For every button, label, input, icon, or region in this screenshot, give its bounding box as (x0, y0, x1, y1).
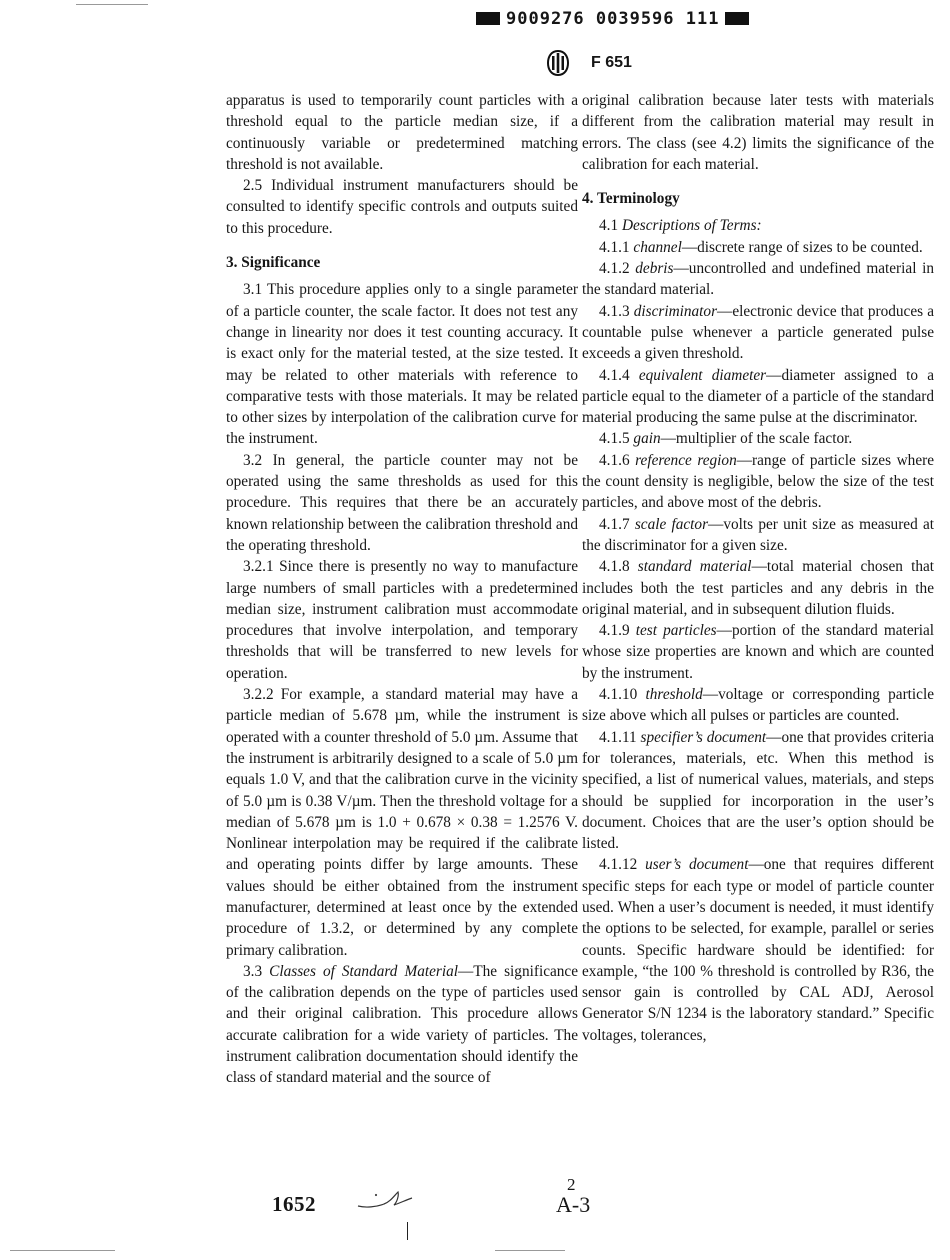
definition-term: specifier’s document (640, 728, 767, 746)
scan-artifact-rule (10, 1250, 115, 1251)
definition-number: 4.1.7 (599, 515, 630, 533)
definition-list (582, 237, 934, 1046)
paragraph-4-1 (582, 215, 934, 236)
definition-number: 4.1.4 (599, 366, 630, 384)
definition-text: —one that requires different specific steps for each type or model of particle counter used. When a user’s document is needed, it must identify the options to be selected, for example, parallel or series counts. Specific hardware should be identified: for example, “the 100 % threshold is controlled by R36, the sensor gain is controlled by CAL ADJ, Aerosol Generator S/N 1234 is the laboratory standard.” Specific voltages, tolerances, (582, 856, 935, 1044)
definition-number: 4.1.6 (599, 451, 630, 469)
definition-number: 4.1.8 (599, 558, 630, 576)
definition-text: —one that provides criteria for tolerances, materials, etc. When this method is specified, a list of numerical values, materials, and steps should be supplied for incorporation in the user’s document. Choices that are the user’s option should be listed. (582, 728, 935, 853)
definition-text: —electronic device that produces a countable pulse whenever a particle generated pulse exceeds a given threshold. (582, 302, 934, 363)
barcode-bar-left (476, 12, 500, 25)
paragraph-text: —The significance of the calibration depends on the type of particles used and their original calibration. This procedure allows accurate calibration for a wide variety of particles. The instrument calibration documentation should identify the class of standard material and the source of (226, 962, 578, 1087)
definition-4-1-4 (582, 365, 934, 429)
definition-number: 4.1.2 (599, 260, 630, 278)
definition-4-1-1 (582, 237, 934, 258)
paragraph-number: 4.1 (599, 217, 619, 235)
paragraph-3-2-2: 3.2.2 For example, a standard material may have a particle median of 5.678 µm, while the instrument is operated with a counter threshold of 5.0 µm. Assume that the instrument is arbitrarily designed to a scale of 5.0 µm equals 1.0 V, and that the calibration curve in the vicinity of 5.0 µm is 0.38 V/µm. Then the threshold voltage for a median of 5.678 µm is 1.0 + 0.678 × 0.38 = 1.2576 V. Nonlinear interpolation may be required if the calibrate and operating points differ by large amounts. These values should be either obtained from the instrument manufacturer, determined at least once by the extended procedure of 1.3.2, or determined by any complete primary calibration. (226, 686, 578, 959)
section-heading-terminology: 4. Terminology (582, 190, 680, 208)
barcode-bar-right (725, 12, 749, 25)
definition-text: —discrete range of sizes to be counted. (681, 238, 923, 256)
definition-term: reference region (635, 451, 737, 469)
definition-term: threshold (645, 686, 703, 704)
definition-text: —portion of the standard material whose size properties are known and which are counted by the instrument. (582, 622, 934, 682)
definition-text: —multiplier of the scale factor. (660, 430, 853, 448)
standard-designation: F 651 (591, 54, 632, 71)
definition-term: scale factor (634, 515, 709, 533)
paragraph-term: Classes of Standard Material (269, 962, 458, 980)
barcode-text: 9009276 0039596 111 (506, 9, 720, 29)
definition-number: 4.1.10 (599, 686, 638, 704)
definition-number: 4.1.9 (599, 622, 630, 640)
scan-artifact-rule (495, 1250, 565, 1251)
definition-4-1-3 (582, 301, 934, 365)
definition-text: —uncontrolled and undefined material in the standard material. (582, 260, 934, 299)
handwritten-number: 1652 (272, 1192, 316, 1216)
definition-term: equivalent diameter (638, 366, 767, 384)
definition-number: 4.1.5 (599, 430, 630, 448)
definition-number: 4.1.12 (599, 856, 638, 874)
definition-text: —volts per unit size as measured at the discriminator for a given size. (582, 515, 935, 554)
page-number: 2 (567, 1175, 576, 1194)
left-column (226, 90, 578, 1089)
definition-4-1-8 (582, 556, 934, 620)
section-heading-significance: 3. Significance (226, 254, 321, 272)
definition-text: —diameter assigned to a particle equal to the diameter of a particle of the standard material producing the same pulse at the discriminator. (582, 366, 934, 427)
definition-4-1-11 (582, 727, 934, 855)
definition-term: gain (633, 430, 661, 448)
definition-text: —range of particle sizes where the count density is negligible, below the size of the test particles, and above most of the debris. (582, 451, 934, 512)
definition-term: channel (633, 238, 682, 256)
scan-artifact-rule (76, 4, 148, 5)
definition-4-1-6 (582, 450, 934, 514)
definition-term: user’s document (645, 856, 749, 874)
paragraph-3-2: 3.2 In general, the particle counter may not be operated using the same thresholds as used for this procedure. This requires that there be an accurately known relationship between the calibration threshold and the operating threshold. (226, 451, 578, 554)
header-barcode (476, 9, 749, 29)
definition-number: 4.1.11 (599, 728, 637, 746)
definition-4-1-9 (582, 620, 934, 684)
definition-term: test particles (635, 622, 717, 640)
definition-text: —total material chosen that includes both the test particles and any debris in the original material, and in subsequent dilution fluids. (582, 558, 935, 618)
definition-term: debris (635, 260, 674, 278)
definition-text: —voltage or corresponding particle size above which all pulses or particles are counted. (582, 686, 935, 725)
paragraph-number: 3.3 (243, 962, 263, 980)
handwritten-scribble-icon (354, 1186, 418, 1217)
definition-4-1-2 (582, 258, 934, 301)
astm-logo-icon (546, 50, 570, 81)
scan-artifact-rule (407, 1222, 408, 1240)
paragraph-term: Descriptions of Terms: (621, 217, 762, 235)
definition-number: 4.1.1 (599, 238, 630, 256)
paragraph-2-5: 2.5 Individual instrument manufacturers should be consulted to identify specific controls and outputs suited to this procedure. (226, 177, 578, 237)
definition-4-1-5 (582, 428, 934, 449)
definition-4-1-7 (582, 514, 934, 557)
definition-number: 4.1.3 (599, 302, 630, 320)
definition-term: standard material (637, 558, 752, 576)
right-column (582, 90, 934, 1046)
definition-4-1-10 (582, 684, 934, 727)
definition-term: discriminator (633, 302, 718, 320)
definition-4-1-12 (582, 854, 934, 1046)
paragraph-3-1: 3.1 This procedure applies only to a single parameter of a particle counter, the scale factor. It does not test any change in linearity nor does it test counting accuracy. It is exact only for the material tested, at the size tested. It may be related to other materials with reference to comparative tests with those materials. It may be related to other sizes by interpolation of the calibration curve for the instrument. (226, 281, 578, 448)
paragraph-3-2-1: 3.2.1 Since there is presently no way to manufacture large numbers of small particles with a predetermined median size, instrument calibration must accommodate procedures that involve interpolation, and temporary thresholds that will be transferred to new levels for operation. (226, 558, 578, 682)
handwritten-folio: A-3 (556, 1192, 591, 1217)
paragraph-3-3 (226, 961, 578, 1089)
paragraph-continued-right: original calibration because later tests with materials different from the calibration material may result in errors. The class (see 4.2) limits the significance of the calibration for each material. (582, 92, 934, 173)
paragraph-continued: apparatus is used to temporarily count particles with a threshold equal to the particle median size, if a continuously variable or predetermined matching threshold is not available. (226, 92, 578, 173)
